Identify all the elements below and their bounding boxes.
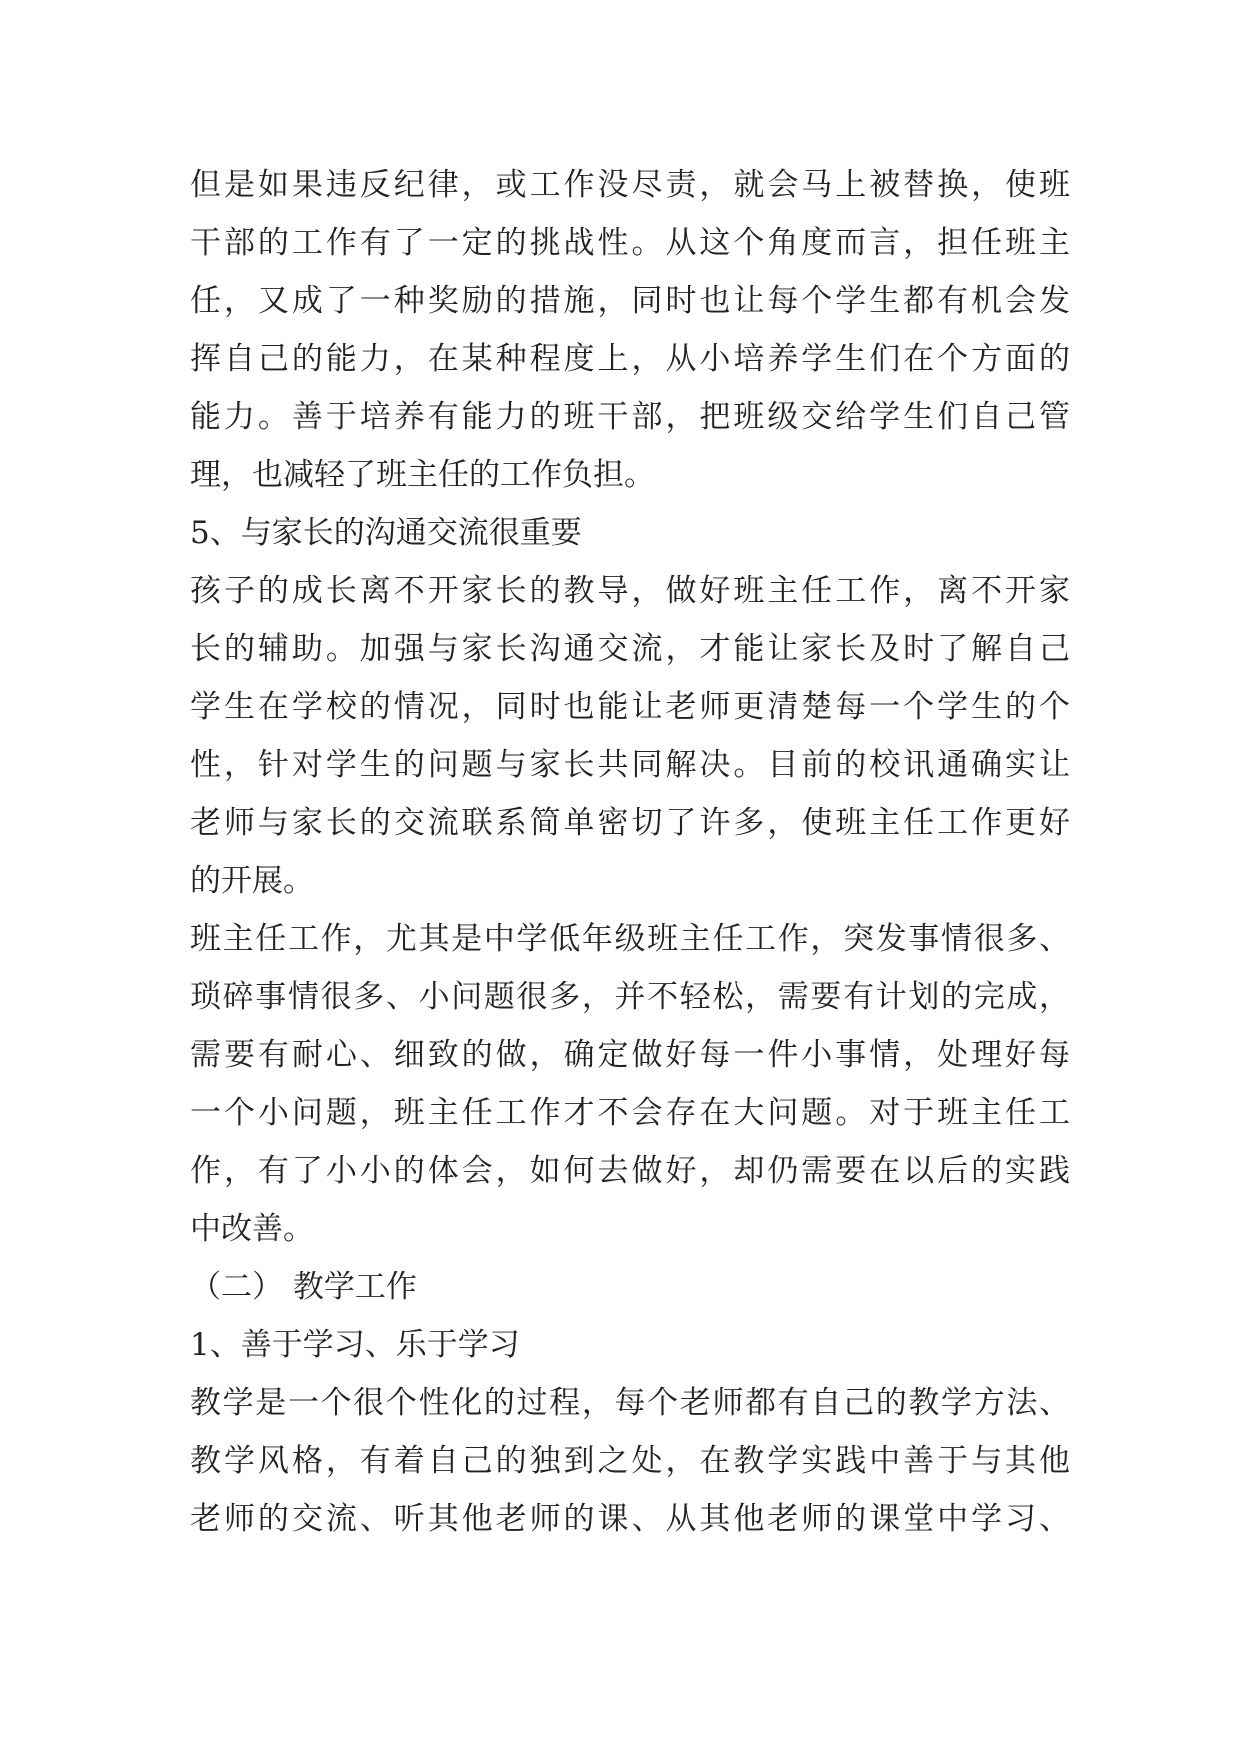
text-line: 需要有耐心、细致的做，确定做好每一件小事情，处理好每 bbox=[190, 1037, 1070, 1073]
text-line: 班主任工作，尤其是中学低年级班主任工作，突发事情很多、 bbox=[190, 921, 1070, 957]
text-line: 作，有了小小的体会，如何去做好，却仍需要在以后的实践 bbox=[190, 1153, 1070, 1189]
text-line: 性，针对学生的问题与家长共同解决。目前的校讯通确实让 bbox=[190, 747, 1070, 783]
document-body bbox=[190, 156, 1070, 1548]
text-line: 琐碎事情很多、小问题很多，并不轻松，需要有计划的完成， bbox=[190, 979, 1070, 1015]
text-line: 挥自己的能力，在某种程度上，从小培养学生们在个方面的 bbox=[190, 341, 1070, 377]
text-line: 教学是一个很个性化的过程，每个老师都有自己的教学方法、 bbox=[190, 1385, 1070, 1421]
text-line: 的开展。 bbox=[190, 863, 314, 899]
text-line: 干部的工作有了一定的挑战性。从这个角度而言，担任班主 bbox=[190, 225, 1070, 261]
section-heading: 5、与家长的沟通交流很重要 bbox=[190, 515, 582, 551]
text-line: 孩子的成长离不开家长的教导，做好班主任工作，离不开家 bbox=[190, 573, 1070, 609]
text-line: 能力。善于培养有能力的班干部，把班级交给学生们自己管 bbox=[190, 399, 1070, 435]
subsection-heading: 1、善于学习、乐于学习 bbox=[190, 1327, 520, 1363]
text-line: 老师与家长的交流联系简单密切了许多，使班主任工作更好 bbox=[190, 805, 1070, 841]
text-line: 老师的交流、听其他老师的课、从其他老师的课堂中学习、 bbox=[190, 1501, 1070, 1537]
text-line: 任，又成了一种奖励的措施，同时也让每个学生都有机会发 bbox=[190, 283, 1070, 319]
text-line: 理，也减轻了班主任的工作负担。 bbox=[190, 457, 655, 493]
text-line: 教学风格，有着自己的独到之处，在教学实践中善于与其他 bbox=[190, 1443, 1070, 1479]
text-line: 一个小问题，班主任工作才不会存在大问题。对于班主任工 bbox=[190, 1095, 1070, 1131]
text-line: 但是如果违反纪律，或工作没尽责，就会马上被替换，使班 bbox=[190, 167, 1070, 203]
section-heading: （二） 教学工作 bbox=[190, 1269, 417, 1305]
text-line: 中改善。 bbox=[190, 1211, 314, 1247]
text-line: 长的辅助。加强与家长沟通交流，才能让家长及时了解自己 bbox=[190, 631, 1070, 667]
text-line: 学生在学校的情况，同时也能让老师更清楚每一个学生的个 bbox=[190, 689, 1070, 725]
